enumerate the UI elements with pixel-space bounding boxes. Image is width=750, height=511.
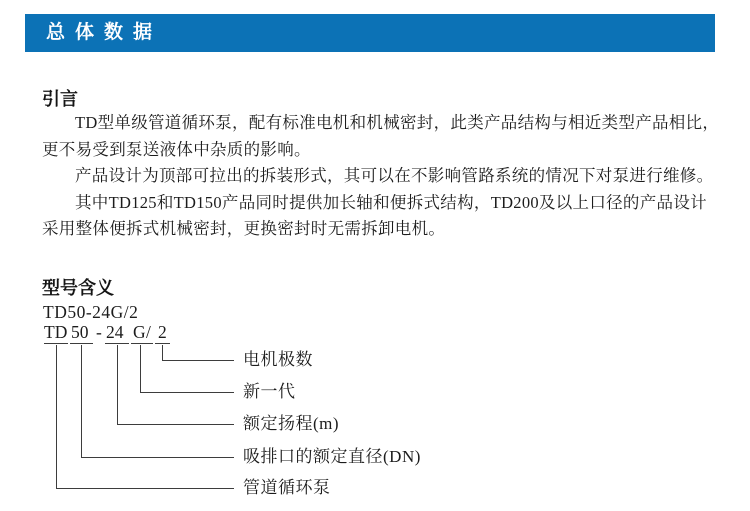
model-heading: 型号含义 bbox=[42, 278, 114, 298]
intro-paragraphs bbox=[42, 110, 718, 243]
code-part-poles: 2 bbox=[158, 322, 167, 342]
underline-poles bbox=[155, 343, 170, 344]
underline-generation bbox=[131, 343, 153, 344]
intro-heading: 引言 bbox=[42, 89, 78, 109]
model-example-code: TD50-24G/2 bbox=[43, 302, 139, 322]
intro-line: 采用整体便拆式机械密封，更换密封时无需拆卸电机。 bbox=[42, 219, 446, 238]
code-part-slash: / bbox=[146, 322, 151, 342]
code-part-generation: G bbox=[133, 322, 146, 342]
section-header-bar bbox=[25, 14, 715, 52]
code-part-head: 24 bbox=[106, 322, 124, 342]
code-part-dn: 50 bbox=[71, 322, 89, 342]
diagram-label-poles: 电机极数 bbox=[243, 350, 313, 369]
diagram-label-series: 管道循环泵 bbox=[243, 478, 331, 497]
diagram-label-head: 额定扬程(m) bbox=[243, 414, 340, 433]
intro-line: 产品设计为顶部可拉出的拆装形式，其可以在不影响管路系统的情况下对泵进行维修。 bbox=[75, 166, 714, 185]
code-part-series: TD bbox=[44, 322, 68, 342]
underline-dn bbox=[70, 343, 93, 344]
intro-line: 其中TD125和TD150产品同时提供加长轴和便拆式结构，TD200及以上口径的产品设计 bbox=[75, 192, 707, 212]
connector-series bbox=[56, 345, 234, 489]
underline-head bbox=[105, 343, 129, 344]
underline-series bbox=[44, 343, 68, 344]
intro-line: 更不易受到泵送液体中杂质的影响。 bbox=[42, 139, 311, 159]
intro-line: TD型单级管道循环泵，配有标准电机和机械密封，此类产品结构与相近类型产品相比， bbox=[75, 113, 720, 132]
diagram-label-generation: 新一代 bbox=[243, 382, 296, 401]
code-part-dash: - bbox=[96, 322, 102, 342]
section-title: 总体数据 bbox=[46, 22, 163, 43]
diagram-label-dn: 吸排口的额定直径(DN) bbox=[243, 447, 421, 466]
